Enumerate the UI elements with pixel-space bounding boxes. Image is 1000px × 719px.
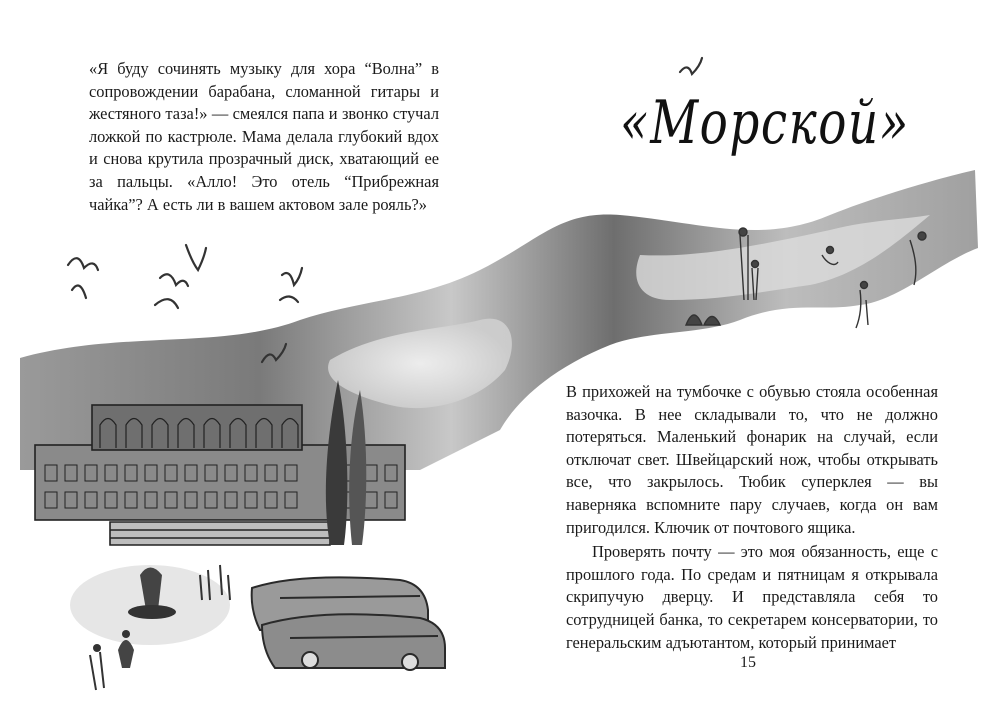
paragraph-1: В прихожей на тумбочке с обувью стояла особенная вазочка. В нее складывали то, что не должно потеряться. Маленький фонарик на случай, если отключат свет. Швейцарский нож, чтобы открывать все, что закрылось. Тюбик суперклея — вы наверняка вспомните пару случаев, когда он вам пригодился. Ключик от почтового ящика. xyxy=(566,382,938,537)
quote-text: «Я буду сочинять музыку для хора “Волна” в сопровождении барабана, сломанной гитары и жестяного таза!» — смеялся папа и звонко стучал ложкой по кастрюле. Мама делала глубокий вдох и снова крутила прозрачный диск, хватающий ее за пальцы. «Алло! Это отель “Прибрежная чайка”? А есть ли в вашем актовом зале рояль?» xyxy=(89,59,439,214)
chapter-title: «Морской» xyxy=(620,88,910,158)
buses xyxy=(252,577,445,670)
quote-paragraph xyxy=(89,58,439,216)
paragraph-2: Проверять почту — это моя обязанность, еще с прошлого года. По средам и пятницам я открывала скрипучую дверцу. И представляла себя то сотрудницей банка, то секретарем консерватории, то генеральским адъютантом, который принимает xyxy=(566,542,938,652)
body-text xyxy=(566,381,938,654)
fountain-plaza xyxy=(70,565,230,690)
page-number: 15 xyxy=(740,654,756,671)
